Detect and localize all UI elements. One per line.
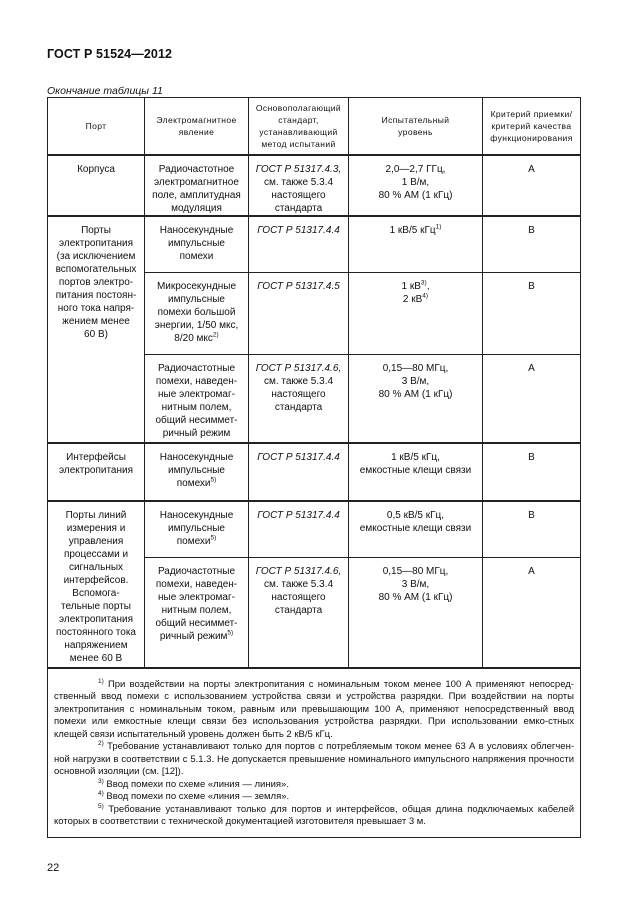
- cell-port: Порты электропитания (за исключением вспомогательных портов электро- питания постоян- ного тока напря- жением менее 60 В): [48, 216, 145, 443]
- footnote-5: $^{5)}$ Требование устанавливают только для портов и интерфейсов, общая длина подключаемых кабелей которых в соответствии с технической документацией изготовителя превышает 3 м.: [54, 802, 575, 827]
- requirements-table: [47, 97, 581, 838]
- page-number: 22: [47, 862, 60, 874]
- cell-standard: ГОСТ Р 51317.4.5: [249, 273, 349, 355]
- cell-phenomenon: Радиочастотные помехи, наведен- ные электромаг- нитным полем, общий несиммет- ричный режим: [145, 355, 249, 443]
- footnote-3: $^{3)}$ Ввод помехи по схеме «линия — линия».: [98, 777, 289, 790]
- cell-level: 0,5 кВ/5 кГц, емкостные клещи связи: [349, 501, 483, 558]
- table-row: [48, 443, 581, 501]
- cell-phenomenon: Микросекундные импульсные помехи большой энергии, 1/50 мкс, 8/20 мкс$^{2)}$: [145, 273, 249, 355]
- col-header-phenomenon: Электромагнитное явление: [145, 98, 249, 155]
- cell-level: 0,15—80 МГц, 3 В/м, 80 % АМ (1 кГц): [349, 558, 483, 668]
- cell-criterion: A: [483, 558, 581, 668]
- cell-criterion: A: [483, 155, 581, 216]
- cell-port: Порты линий измерения и управления процессами и сигнальных интерфейсов. Вспомога- тельные порты электропитания постоянного тока напряжением менее 60 В: [48, 501, 145, 668]
- cell-level: 1 кВ/5 кГц, емкостные клещи связи: [349, 443, 483, 501]
- footnote-4: $^{4)}$ Ввод помехи по схеме «линия — земля».: [98, 789, 290, 802]
- table-caption: Окончание таблицы 11: [47, 85, 163, 97]
- cell-level: 1 $кВ^{3)}$, 2 $кВ^{4)}$: [349, 273, 483, 355]
- cell-criterion: B: [483, 273, 581, 355]
- cell-standard: ГОСТ Р 51317.4.4: [249, 501, 349, 558]
- cell-phenomenon: Наносекундные импульсные помехи: [145, 216, 249, 273]
- table-header-row: [48, 98, 581, 155]
- cell-criterion: A: [483, 355, 581, 443]
- table-row: [48, 216, 581, 273]
- table-row: [48, 501, 581, 558]
- col-header-criterion: Критерий приемки/ критерий качества функционирования: [483, 98, 581, 155]
- col-header-level: Испытательный уровень: [349, 98, 483, 155]
- cell-port: Интерфейсы электропитания: [48, 443, 145, 501]
- cell-level: 1 кВ/5 кГц$^{1)}$: [349, 216, 483, 273]
- footnote-1: $^{1)}$ При воздействии на порты электропитания с номинальным током менее 100 А применяют непосред-ственный ввод помехи с использованием устройства связи и устройства разрядки. При воздействии на порты электропитания с номинальным током, равным или превышающим 100 А, применяют непосредственный ввод помехи или емкостные клещи связи без использования устройства разрядки. При использовании емко-стных клещей связи испытательный уровень должен быть 2 кВ/5 кГц.: [54, 677, 574, 740]
- cell-phenomenon: Наносекундные импульсные помехи$^{5)}$: [145, 501, 249, 558]
- cell-level: 2,0—2,7 ГГц, 1 В/м, 80 % АМ (1 кГц): [349, 155, 483, 216]
- footnotes-cell: [48, 668, 581, 838]
- cell-standard: ГОСТ Р 51317.4.4: [249, 216, 349, 273]
- cell-level: 0,15—80 МГц, 3 В/м, 80 % АМ (1 кГц): [349, 355, 483, 443]
- footnotes-row: [48, 668, 581, 838]
- cell-standard: ГОСТ Р 51317.4.6, см. также 5.3.4 настоящего стандарта: [249, 355, 349, 443]
- footnote-2: $^{2)}$ Требование устанавливают только для портов с потребляемым током менее 63 А в условиях облегчен-ной нагрузки в соответствии с 5.1.3. Не допускается превышение номинального импульсного напряжения прочности основной изоляции (см. [12]).: [54, 739, 575, 777]
- col-header-port: Порт: [48, 98, 145, 155]
- col-header-standard: Основополагающий стандарт, устанавливающий метод испытаний: [249, 98, 349, 155]
- document-header: ГОСТ Р 51524—2012: [47, 47, 173, 61]
- cell-criterion: B: [483, 443, 581, 501]
- cell-criterion: B: [483, 501, 581, 558]
- cell-standard: ГОСТ Р 51317.4.3, см. также 5.3.4 настоящего стандарта: [249, 155, 349, 216]
- cell-phenomenon: Радиочастотное электромагнитное поле, амплитудная модуляция: [145, 155, 249, 216]
- cell-standard: ГОСТ Р 51317.4.6, см. также 5.3.4 настоящего стандарта: [249, 558, 349, 668]
- cell-port: Корпуса: [48, 155, 145, 216]
- table-row: [48, 155, 581, 216]
- cell-phenomenon: Радиочастотные помехи, наведен- ные электромаг- нитным полем, общий несиммет- ричный режим$^{5)}$: [145, 558, 249, 668]
- cell-standard: ГОСТ Р 51317.4.4: [249, 443, 349, 501]
- cell-criterion: B: [483, 216, 581, 273]
- cell-phenomenon: Наносекундные импульсные помехи$^{5)}$: [145, 443, 249, 501]
